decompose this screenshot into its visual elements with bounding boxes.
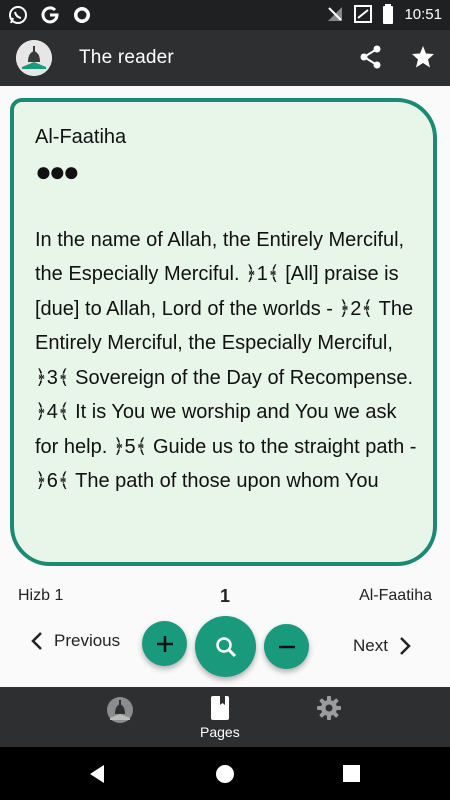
whatsapp-icon bbox=[8, 5, 28, 25]
app-logo-icon[interactable] bbox=[16, 40, 52, 76]
nav-pages[interactable] bbox=[200, 695, 240, 740]
zoom-in-button[interactable] bbox=[142, 621, 187, 666]
previous-button[interactable] bbox=[30, 631, 120, 651]
nav-settings[interactable] bbox=[316, 695, 342, 724]
signal-off-icon bbox=[326, 5, 344, 23]
next-button[interactable] bbox=[353, 636, 412, 656]
system-navigation-bar bbox=[0, 747, 450, 800]
wifi-icon bbox=[354, 5, 372, 23]
notification-icons bbox=[8, 5, 92, 25]
plus-icon bbox=[155, 634, 175, 654]
reader-content bbox=[35, 120, 421, 499]
info-bar bbox=[0, 583, 450, 609]
page-title: The reader bbox=[79, 47, 174, 68]
hizb-label: Hizb 1 bbox=[18, 587, 64, 604]
previous-label: Previous bbox=[54, 631, 121, 650]
book-icon bbox=[208, 695, 232, 721]
minus-icon bbox=[277, 637, 297, 657]
verse-text: In the name of Allah, the Entirely Merciful, the Especially Merciful. ﴿1﴾ [All] praise is [due] to Allah, Lord of the worlds - ﴿2﴾ The Entirely Merciful, the Especially Merciful, ﴿3﴾ Sovereign of the Day of Recompense. ﴿4﴾ It is You we worship and You we ask for help. ﴿5﴾ Guide us to the straight path - ﴿6﴾ The path of those upon whom You bbox=[35, 228, 417, 492]
search-icon bbox=[214, 635, 238, 659]
mosque-logo-icon bbox=[105, 695, 135, 725]
google-icon bbox=[40, 5, 60, 25]
system-indicators bbox=[326, 4, 442, 24]
back-icon[interactable] bbox=[88, 764, 106, 784]
home-icon[interactable] bbox=[215, 764, 235, 784]
zoom-out-button[interactable] bbox=[264, 624, 309, 669]
nav-home[interactable] bbox=[105, 695, 135, 728]
nav-pages-label: Pages bbox=[200, 724, 240, 740]
surah-name: Al-Faatiha bbox=[35, 126, 127, 148]
chevron-left-icon bbox=[30, 631, 44, 651]
battery-icon bbox=[382, 4, 394, 24]
recents-icon[interactable] bbox=[343, 765, 360, 782]
surah-label: Al-Faatiha bbox=[359, 587, 432, 604]
gear-icon bbox=[316, 695, 342, 721]
status-bar bbox=[0, 0, 450, 30]
chevron-right-icon bbox=[398, 636, 412, 656]
page-number: 1 bbox=[219, 586, 230, 606]
next-label: Next bbox=[353, 636, 388, 655]
app-bar bbox=[0, 30, 450, 86]
share-icon[interactable] bbox=[358, 44, 384, 70]
reader-card[interactable] bbox=[10, 98, 437, 566]
search-button[interactable] bbox=[195, 616, 256, 677]
status-time: 10:51 bbox=[404, 5, 442, 23]
circle-icon bbox=[72, 5, 92, 25]
section-marker: ●●● bbox=[35, 155, 77, 187]
bottom-navigation bbox=[0, 687, 450, 747]
star-icon[interactable] bbox=[410, 44, 436, 70]
